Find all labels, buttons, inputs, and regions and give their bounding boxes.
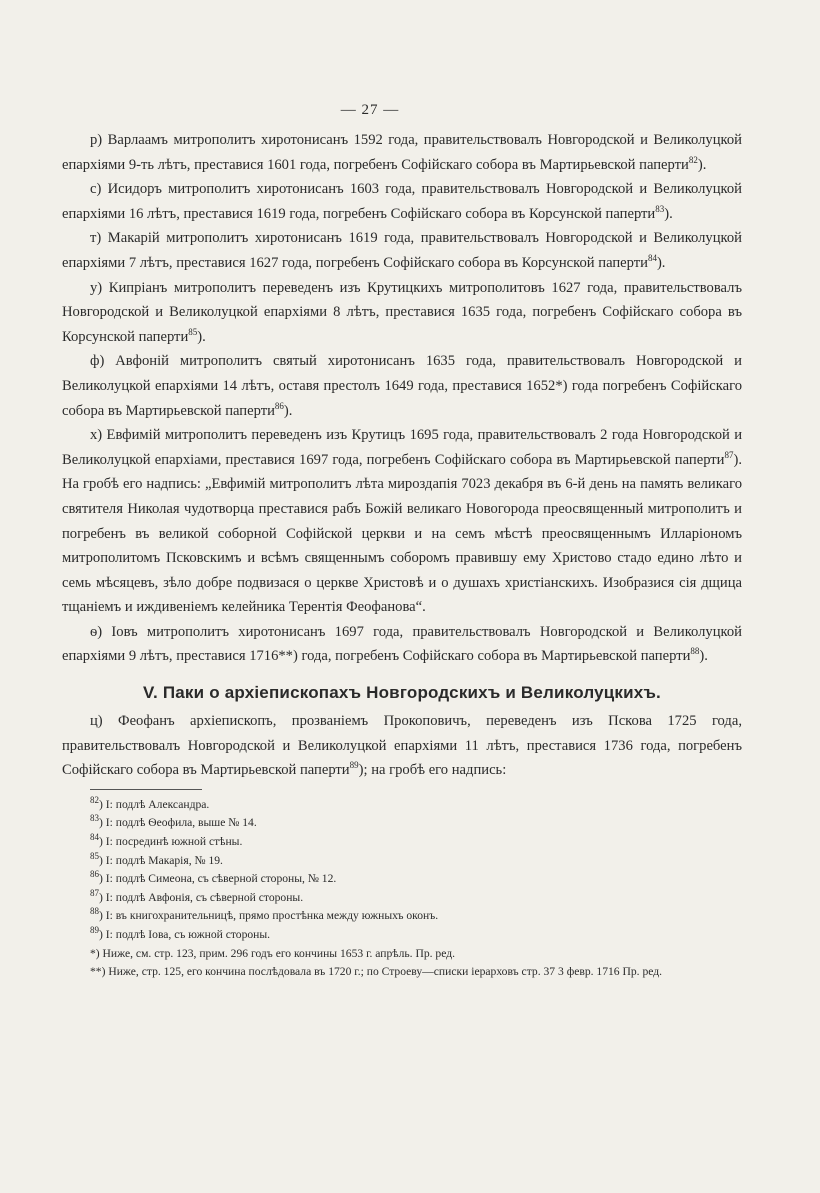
footnote-mark: 88 xyxy=(90,906,99,917)
paragraph xyxy=(62,276,742,350)
footnote-ref: 88 xyxy=(690,646,700,657)
footnote xyxy=(62,889,742,908)
footnote-mark: 83 xyxy=(90,813,99,824)
paragraph-tail: ); на гробѣ его надпись: xyxy=(358,762,507,779)
page-number: — 27 — xyxy=(340,102,400,118)
paragraph-tail: ). xyxy=(664,205,673,222)
footnote xyxy=(62,833,742,852)
paragraph-text: у) Кипріанъ митрополитъ переведенъ изъ Крутицкихъ митрополитовъ 1627 года, правительствовалъ Новгородской и Великолуцкой епархіями 8 лѣтъ, преставися 1635 года, погребенъ Софійскаго собора въ Корсунской паперти xyxy=(62,279,742,345)
document-body xyxy=(62,128,742,982)
footnote xyxy=(62,907,742,926)
footnote-text: ) I: посрединѣ южной стѣны. xyxy=(99,835,243,849)
footnote-text: ) I: подлѣ Макарія, № 19. xyxy=(99,853,223,867)
footnote xyxy=(62,852,742,871)
paragraph-tail: ). xyxy=(656,254,666,271)
footnote-divider xyxy=(90,789,202,790)
paragraph-text: ѳ) Іовъ митрополитъ хиротонисанъ 1697 года, правительствовалъ Новгородской и Великолуцкой епархіями 9 лѣтъ, преставися 1716**) года, погребенъ Софійскаго собора въ Мартирьевской паперти xyxy=(62,623,742,665)
paragraph-tail: ). xyxy=(197,328,206,345)
footnote-text: ) I: въ книгохранительницѣ, прямо простѣнка между южныхъ оконъ. xyxy=(99,909,439,923)
paragraph-tail: ). xyxy=(697,156,707,173)
paragraph-tail: ). На гробѣ его надпись: „Евфимій митрополитъ лѣта мироздапія 7023 декабря въ 6-й день на память великаго святителя Николая чудотворца преставися рабъ Божій великаго Новогорода преосвященный митрополитъ и погребенъ въ великой соборной Софійской церкви и на семъ мѣстѣ преосвященнымъ Илларіономъ митрополитомъ Псковскимъ и всѣмъ священнымъ соборомъ правившу ему Христово стадо едино лѣто и семь мѣсяцевъ, зѣло добре подвизася о церкве Христовѣ и о душахъ христіанскихъ. Изобразися сія дщица тщаніемъ и иждивеніемъ келейника Терентія Феофанова“. xyxy=(62,451,742,616)
footnote xyxy=(62,814,742,833)
paragraph-tail: ). xyxy=(283,402,293,419)
footnote xyxy=(62,963,742,982)
footnote-ref: 86 xyxy=(274,400,284,411)
footnote-mark: 82 xyxy=(90,794,99,805)
paragraph-list-2 xyxy=(62,709,742,783)
footnote-mark: 85 xyxy=(90,850,99,861)
footnote-ref: 82 xyxy=(688,154,698,165)
paragraph xyxy=(62,177,742,226)
footnote-ref: 84 xyxy=(647,253,657,264)
footnote xyxy=(62,945,742,964)
paragraph-text: ф) Авфоній митрополитъ святый хиротонисанъ 1635 года, правительствовалъ Новгородской и Великолуцкой епархіями 14 лѣтъ, оставя престолъ 1649 года, преставися 1652*) года погребенъ Софійскаго собора въ Мартирьевской паперти xyxy=(62,353,742,419)
paragraph xyxy=(62,128,742,177)
footnote-text: ) I: подлѣ Іова, съ южной стороны. xyxy=(99,928,271,941)
footnote-mark: 86 xyxy=(90,869,99,880)
paragraph-tail: ). xyxy=(699,648,708,665)
footnote-text: ) I: подлѣ Симеона, съ сѣверной стороны, № 12. xyxy=(99,872,337,886)
footnote-ref: 83 xyxy=(655,203,665,214)
footnote-ref: 89 xyxy=(349,760,359,771)
footnote-text: ) I: подлѣ Авфонія, съ сѣверной стороны. xyxy=(99,890,304,904)
paragraph-list xyxy=(62,128,742,669)
footnote-list xyxy=(62,796,742,982)
footnote-text: ) I: подлѣ Ѳеофила, выше № 14. xyxy=(99,816,257,830)
paragraph-text: с) Исидоръ митрополитъ хиротонисанъ 1603 года, правительствовалъ Новгородской и Великолуцкой епархіями 16 лѣтъ, преставися 1619 года, погребенъ Софійскаго собора въ Корсунской паперти xyxy=(62,181,742,222)
paragraph xyxy=(62,709,742,783)
footnote-mark: 84 xyxy=(90,832,99,843)
footnote-text: **) Ниже, стр. 125, его кончина послѣдовала въ 1720 г.; по Строеву—списки іерарховъ стр. 37 3 февр. 1716 Пр. ред. xyxy=(90,965,663,979)
paragraph-text: р) Варлаамъ митрополитъ хиротонисанъ 1592 года, правительствовалъ Новгородской и Великолуцкой епархіями 9-ть лѣтъ, преставися 1601 года, погребенъ Софійскаго собора въ Мартирьевской паперти xyxy=(62,132,742,173)
footnote-ref: 85 xyxy=(188,326,198,337)
paragraph xyxy=(62,423,742,620)
paragraph xyxy=(62,349,742,423)
footnote-mark: 87 xyxy=(90,887,99,898)
footnote xyxy=(62,870,742,889)
paragraph xyxy=(62,620,742,669)
footnote-mark: 89 xyxy=(90,925,99,936)
footnote-ref: 87 xyxy=(724,449,734,460)
footnote-text: ) I: подлѣ Александра. xyxy=(99,797,210,811)
paragraph-text: ц) Феофанъ архіепископъ, прозваніемъ Прокоповичъ, переведенъ изъ Пскова 1725 года, правительствовалъ Новгородской и Великолуцкой епархіями 11 лѣтъ, преставися 1736 года, погребенъ Софійскаго собора въ Мартирьевской паперти xyxy=(62,713,742,779)
paragraph-text: х) Евфимій митрополитъ переведенъ изъ Крутицъ 1695 года, правительствовалъ 2 года Новгородской и Великолуцкой епархіами, преставися 1697 года, погребенъ Софійскаго собора въ Мартирьевской паперти xyxy=(62,427,742,468)
footnote xyxy=(62,926,742,945)
section-heading: V. Паки о архіепископахъ Новгородскихъ и Великолуцкихъ. xyxy=(143,683,661,703)
footnote xyxy=(62,796,742,815)
paragraph xyxy=(62,226,742,275)
footnote-text: *) Ниже, см. стр. 123, прим. 296 годъ его кончины 1653 г. апрѣль. Пр. ред. xyxy=(90,946,456,960)
paragraph-text: т) Макарій митрополитъ хиротонисанъ 1619 года, правительствовалъ Новгородской и Великолуцкой епархіями 7 лѣтъ, преставися 1627 года, погребенъ Софійскаго собора въ Корсунской паперти xyxy=(62,230,742,271)
